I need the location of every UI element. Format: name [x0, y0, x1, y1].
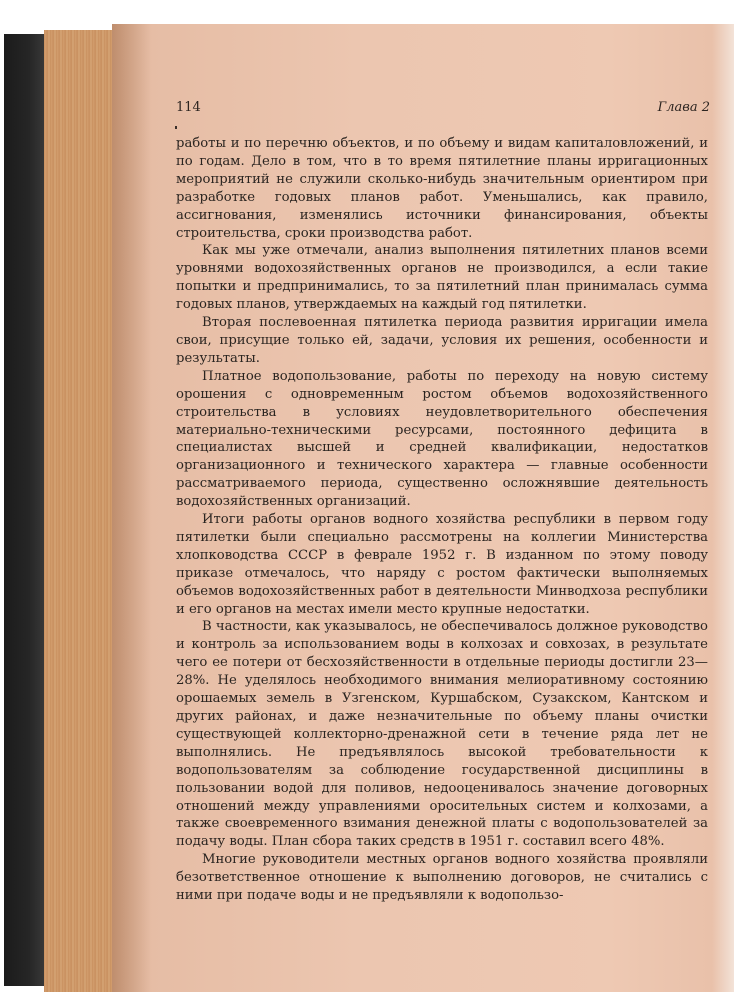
page-number: 114 [176, 100, 201, 115]
page-right-edge [712, 24, 734, 992]
print-speck [175, 126, 177, 129]
chapter-title: Глава 2 [657, 100, 710, 115]
paragraph: Многие руководители местных органов водного хозяйства проявляли безответственное отношение к выполнению договоров, не считались с ними при подаче воды и не предъявляли к водопользо- [176, 852, 708, 904]
running-header [176, 100, 710, 118]
paragraph: Как мы уже отмечали, анализ выполнения пятилетних планов всеми уровнями водохозяйственных органов не производился, а если такие попытки и предпринимались, то за пятилетний план принималась сумма годовых планов, утверждаемых на каждый год пятилетки. [176, 243, 708, 313]
paragraph: В частности, как указывалось, не обеспечивалось должное руководство и контроль за использованием воды в колхозах и совхозах, в результате чего ее потери от бесхозяйственности в отдельные периоды достигли 23—28%. Не уделялось необходимого внимания мелиоративному состоянию орошаемых земель в Узгенском, Куршабском, Сузакском, Кантском и других районах, и даже незначительные по объему планы очистки существующей коллекторно-дренажной сети в течение ряда лет не выполнялись. Не предъявлялось высокой требовательности к водопользователям за соблюдение государственной дисциплины в пользовании водой для поливов, недооценивалось значение договорных отношений между управлениями оросительных систем и колхозами, а также своевременного взимания денежной платы с водопользователей за подачу воды. План сбора таких средств в 1951 г. составил всего 48%. [176, 619, 708, 850]
body-text [176, 135, 708, 905]
paragraph: работы и по перечню объектов, и по объему и видам капиталовложений, и по годам. Дело в том, что в то время пятилетние планы ирригационных мероприятий не служили сколько-нибудь значительным ориентиром при разработке годовых планов работ. Уменьшались, как правило, ассигнования, изменялись источники финансирования, объекты строительства, сроки производства работ. [176, 136, 708, 241]
paragraph: Вторая послевоенная пятилетка периода развития ирригации имела свои, присущие только ей, задачи, условия их решения, особенности и результаты. [176, 315, 708, 366]
paragraph: Платное водопользование, работы по переходу на новую систему орошения с одновременным ростом объемов водохозяйственного строительства в условиях неудовлетворительного обеспечения материально-техническими ресурсами, постоянного дефицита в специалистах высшей и средней квалификации, недостатков организационного и технического характера — главные особенности рассматриваемого периода, существенно осложнявшие деятельность водохозяйственных организаций. [176, 368, 708, 510]
scan-dark-margin [4, 34, 46, 986]
paragraph: Итоги работы органов водного хозяйства республики в первом году пятилетки были специально рассмотрены на коллегии Министерства хлопководства СССР в феврале 1952 г. В изданном по этому поводу приказе отмечалось, что наряду с ростом фактически выполняемых объемов водохозяйственных работ в деятельности Минводхоза республики и его органов на местах имели место крупные недостатки. [176, 512, 708, 617]
spine-shadow [112, 24, 152, 992]
